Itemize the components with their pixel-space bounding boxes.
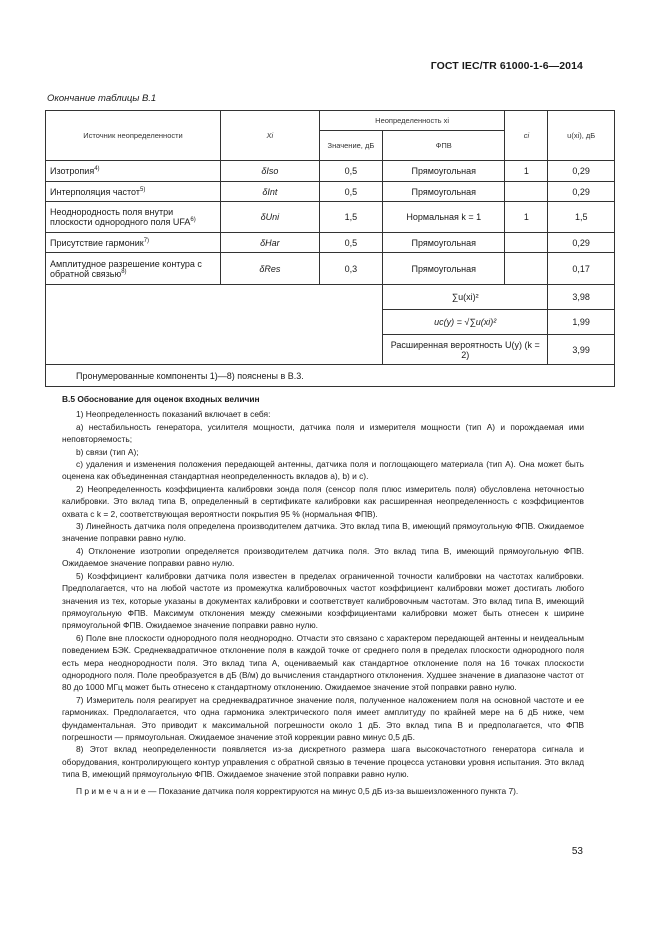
row-source: Изотропия <box>50 166 95 176</box>
row-pdf: Прямоугольная <box>383 182 505 202</box>
expanded-uncertainty-label: Расширенная вероятность U(y) (k = 2) <box>383 335 548 365</box>
row-ci <box>505 182 548 202</box>
row-value: 1,5 <box>319 202 382 233</box>
row-symbol: δInt <box>220 182 319 202</box>
document-header: ГОСТ IEC/TR 61000-1-6—2014 <box>430 60 583 72</box>
col-header-xi: Xi <box>220 111 319 161</box>
row-source: Амплитудное разрешение контура с обратной связью <box>50 258 202 279</box>
combined-uncertainty-formula: uc(y) = √∑u(xi)² <box>383 310 548 335</box>
paragraph: 5) Коэффициент калибровки датчика поля известен в пределах ограниченной точности калибровки на частотах калибровки. Предполагается, что на любой частоте из промежутка калибровочных частот коэффициент калибровки может достигать любого значения из тех, которые указаны в документах калибровки и соответствует калибровочным частотам. Это вклад типа В, имеющий прямоугольную ФПВ. Максимум отклонения между смежными коэффициентами калибровки может быть отнесен к ширине прямоугольной ФПВ. Ожидаемое значение поправки равно нулю. <box>62 570 584 631</box>
table-caption: Окончание таблицы B.1 <box>47 93 157 104</box>
col-header-source: Источник неопределенности <box>46 111 221 161</box>
row-source: Неоднородность поля внутри плоскости однородного поля UFA <box>50 207 191 227</box>
table-row <box>46 161 615 182</box>
row-pdf: Прямоугольная <box>383 233 505 253</box>
row-symbol: δHar <box>220 233 319 253</box>
row-ci <box>505 233 548 253</box>
col-header-uncertainty: Неопределенность xi <box>319 111 505 131</box>
row-value: 0,5 <box>319 161 382 182</box>
page-number: 53 <box>571 846 583 857</box>
col-header-uxi: u(xi), дБ <box>548 111 615 161</box>
paragraph: 7) Измеритель поля реагирует на среднеквадратичное значение поля, полученное наложением поля на основной частоте и ее гармониках. Предполагается, что одна гармоника электрического поля имеет амплитуду по крайней мере на 6 дБ ниже, чем фундаментальная. Это приводит к максимальной погрешности около 1 дБ. Это вклад типа В и предполагается, что ФПВ погрешности — прямоугольная. Ожидаемое значение этой коррекции равно минус 0,5 дБ. <box>62 694 584 742</box>
row-u: 1,5 <box>548 202 615 233</box>
row-ci <box>505 253 548 285</box>
combined-uncertainty-value: 1,99 <box>548 310 615 335</box>
paragraph: 2) Неопределенность коэффициента калибровки зонда поля (сенсор поля плюс измеритель поля) обусловлена неточностью калибровки. Это вклад типа В, определенный в сертификате калибровки как расширенная неопределенность с коэффициентов охвата с k = 2, соответствующая вероятности покрытия 95 % (нормальная ФПВ). <box>62 483 584 519</box>
footnote-ref: 5) <box>139 186 146 193</box>
table-row <box>46 202 615 233</box>
row-pdf: Прямоугольная <box>383 161 505 182</box>
row-u: 0,29 <box>548 233 615 253</box>
row-source: Интерполяция частот <box>50 186 140 197</box>
summary-row <box>46 285 615 310</box>
sum-squares-formula: ∑u(xi)² <box>383 285 548 310</box>
paragraph: 3) Линейность датчика поля определена производителем датчика. Это вклад типа В, имеющий прямоугольную ФПВ. Ожидаемое значение поправки равно нулю. <box>62 521 584 544</box>
table-footnote: Пронумерованные компоненты 1)—8) пояснены в B.3. <box>46 365 615 387</box>
col-header-ci: ci <box>505 111 548 161</box>
row-ci: 1 <box>505 161 548 182</box>
paragraph: 8) Этот вклад неопределенности появляется из-за дискретного размера шага высокочастотного генератора сигнала и оборудования, контролирующего контур управления с обратной связью в течение процесса установки уровня испытания. Это вклад типа В, имеющий прямоугольную ФПВ. Ожидаемое значение этой поправки равно нулю. <box>62 744 584 780</box>
sum-squares-value: 3,98 <box>548 285 615 310</box>
paragraph: 1) Неопределенность показаний включает в себя: <box>76 409 271 420</box>
expanded-uncertainty-value: 3,99 <box>548 335 615 365</box>
col-header-pdf: ФПВ <box>383 131 505 161</box>
footnote-ref: 4) <box>94 166 100 172</box>
paragraph: a) нестабильность генератора, усилителя мощности, датчика поля и измерителя мощности (тип А) и порождаемая ими неповторяемость; <box>62 421 584 445</box>
row-value: 0,5 <box>319 233 382 253</box>
row-u: 0,29 <box>548 161 615 182</box>
row-value: 0,3 <box>319 253 382 285</box>
footnote-ref: 8) <box>121 268 127 275</box>
paragraph: 6) Поле вне плоскости однородного поля неоднородно. Отчасти это связано с характером передающей антенны и неидеальным поведением БЭК. Среднеквадратичное отклонение поля в каждой точке от среднего поля в пределах плоскости однородного поля есть мера неоднородности поля. Это вклад типа А, оцениваемый как стандартное отклонение поля на 16 точках плоскости однородного поля. Поле преобразуется в дБ (В/м) до вычисления стандартного отклонения. Худшее значение в диапазоне частот от 80 до 1000 МГц может быть отнесено к стандартному отклонению. Ожидаемое значение этой поправки равно нулю. <box>62 632 584 693</box>
row-symbol: δUni <box>220 202 319 233</box>
row-source: Присутствие гармоник <box>50 237 144 248</box>
row-u: 0,29 <box>548 182 615 202</box>
row-symbol: δRes <box>220 253 319 285</box>
section-title: B.5 Обоснование для оценок входных величин <box>62 394 260 404</box>
table-row <box>46 253 615 285</box>
uncertainty-table <box>45 110 615 387</box>
col-header-value: Значение, дБ <box>319 131 382 161</box>
paragraph: 4) Отклонение изотропии определяется производителем датчика поля. Это вклад типа В, имеющий прямоугольную ФПВ. Ожидаемое значение поправки равно нулю. <box>62 545 584 569</box>
footnote-ref: 7) <box>143 237 150 244</box>
table-row <box>46 182 615 202</box>
row-symbol: δIso <box>220 161 319 182</box>
row-ci: 1 <box>505 202 548 233</box>
table-row <box>46 233 615 253</box>
paragraph: b) связи (тип А); <box>76 446 139 457</box>
note: П р и м е ч а н и е — Показание датчика поля корректируются на минус 0,5 дБ из-за вышеизложенного пункта 7). <box>76 785 519 796</box>
row-u: 0,17 <box>548 253 615 285</box>
footnote-ref: 6) <box>190 217 196 223</box>
row-value: 0,5 <box>319 182 382 202</box>
body-text <box>62 393 584 797</box>
row-pdf: Нормальная k = 1 <box>383 202 505 233</box>
row-pdf: Прямоугольная <box>383 253 505 285</box>
paragraph: c) удаления и изменения положения передающей антенны, датчика поля и поглощающего материала (тип А). Она может быть оценена как объединенная стандартная неопределенность вкладов а), b) и c). <box>62 459 584 482</box>
